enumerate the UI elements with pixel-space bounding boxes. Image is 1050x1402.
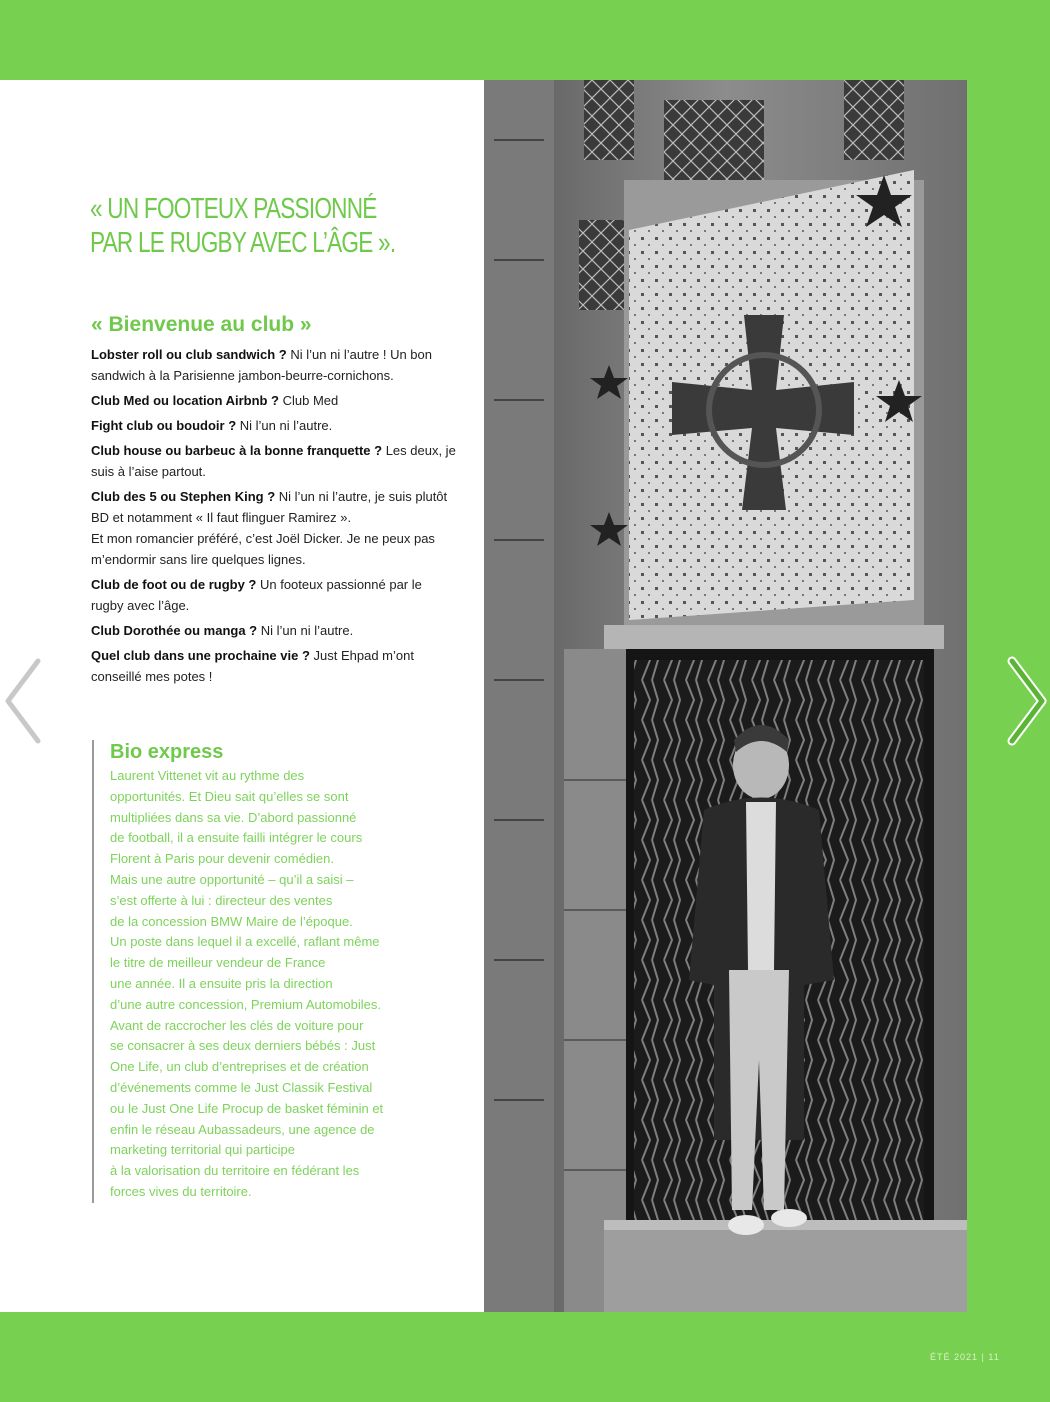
bio-line: multipliées dans sa vie. D’abord passionné (110, 809, 357, 825)
qa-item (91, 645, 457, 687)
page-footer: ÉTÉ 2021 | 11 (930, 1352, 1000, 1362)
qa-item (91, 486, 457, 570)
qa-answer: Club Med (279, 393, 339, 408)
bio-line: d’événements comme le Just Classik Festival (110, 1079, 373, 1095)
qa-item (91, 415, 457, 436)
bio-line: marketing territorial qui participe (110, 1142, 295, 1158)
next-page-chevron-icon[interactable] (1004, 655, 1050, 747)
bio-line: Laurent Vittenet vit au rythme des (110, 768, 305, 783)
bio-line: à la valorisation du territoire en fédérant les (110, 1163, 360, 1179)
bio-line: Un poste dans lequel il a excellé, raflant même (110, 934, 380, 950)
portrait-photo (484, 80, 967, 1312)
previous-page-chevron-icon[interactable] (0, 655, 46, 747)
qa-item (91, 344, 457, 386)
qa-question: Club Dorothée ou manga ? (91, 623, 258, 638)
bio-line: enfin le réseau Aubassadeurs, une agence de (110, 1121, 375, 1137)
bio-line: de la concession BMW Maire de l’époque. (110, 913, 353, 929)
qa-answer: Just Ehpad m’ont conseillé mes potes ! (91, 648, 414, 684)
qa-question: Quel club dans une prochaine vie ? (91, 648, 310, 663)
bio-text (110, 766, 430, 1203)
bio-line: le titre de meilleur vendeur de France (110, 955, 326, 971)
bio-line: ou le Just One Life Procup de basket féminin et (110, 1100, 384, 1116)
qa-question: Lobster roll ou club sandwich ? (91, 347, 287, 362)
qa-question: Club des 5 ou Stephen King ? (91, 489, 276, 504)
bio-line: une année. Il a ensuite pris la direction (110, 975, 333, 991)
qa-answer: Les deux, je suis à l’aise partout. (91, 443, 456, 479)
bio-line: forces vives du territoire. (110, 1183, 252, 1199)
qa-answer: Un footeux passionné par le rugby avec l’âge. (91, 577, 422, 613)
bio-line: se consacrer à ses deux derniers bébés : Just (110, 1038, 376, 1054)
bio-title: Bio express (110, 741, 224, 763)
qa-item (91, 574, 457, 616)
bio-line: Mais une autre opportunité – qu’il a saisi – (110, 871, 354, 887)
qa-item (91, 440, 457, 482)
bio-line: Avant de raccrocher les clés de voiture pour (110, 1017, 364, 1033)
bio-line: Florent à Paris pour devenir comédien. (110, 851, 335, 867)
qa-answer: Ni l’un ni l’autre ! Un bon sandwich à la Parisienne jambon-beurre-cornichons. (91, 347, 432, 383)
qa-answer: Ni l’un ni l’autre, je suis plutôt BD et notamment « Il faut flinguer Ramirez ». (91, 489, 448, 525)
bio-express-box (92, 740, 430, 1203)
bio-line: d’une autre concession, Premium Automobiles. (110, 996, 381, 1012)
headline-quote (90, 192, 396, 260)
bio-line: One Life, un club d’entreprises et de création (110, 1059, 369, 1075)
qa-answer: Ni l’un ni l’autre. (257, 623, 354, 638)
bio-line: de football, il a ensuite failli intégrer le cours (110, 830, 363, 846)
qa-question: Fight club ou boudoir ? (91, 418, 237, 433)
qa-answer: Ni l’un ni l’autre. (236, 418, 333, 433)
qa-item (91, 620, 457, 641)
bottom-green-band (0, 1312, 1050, 1402)
portrait-photo-illustration (484, 80, 967, 1312)
qa-question: Club house ou barbeuc à la bonne franquette ? (91, 443, 383, 458)
qa-answer-extra: Et mon romancier préféré, c’est Joël Dicker. Je ne peux pas m’endormir sans lire quelques lignes. (91, 531, 435, 567)
club-qa-list (91, 344, 457, 691)
bio-line: opportunités. Et Dieu sait qu’elles se sont (110, 788, 349, 804)
bio-line: s’est offerte à lui : directeur des ventes (110, 892, 333, 908)
qa-question: Club de foot ou de rugby ? (91, 577, 257, 592)
headline-line-1: « UN FOOTEUX PASSIONNÉ (90, 193, 377, 225)
top-green-band (0, 0, 1050, 80)
qa-question: Club Med ou location Airbnb ? (91, 393, 279, 408)
qa-item (91, 390, 457, 411)
club-section-title: « Bienvenue au club » (91, 313, 312, 336)
headline-line-2: PAR LE RUGBY AVEC L’ÂGE ». (90, 227, 396, 259)
